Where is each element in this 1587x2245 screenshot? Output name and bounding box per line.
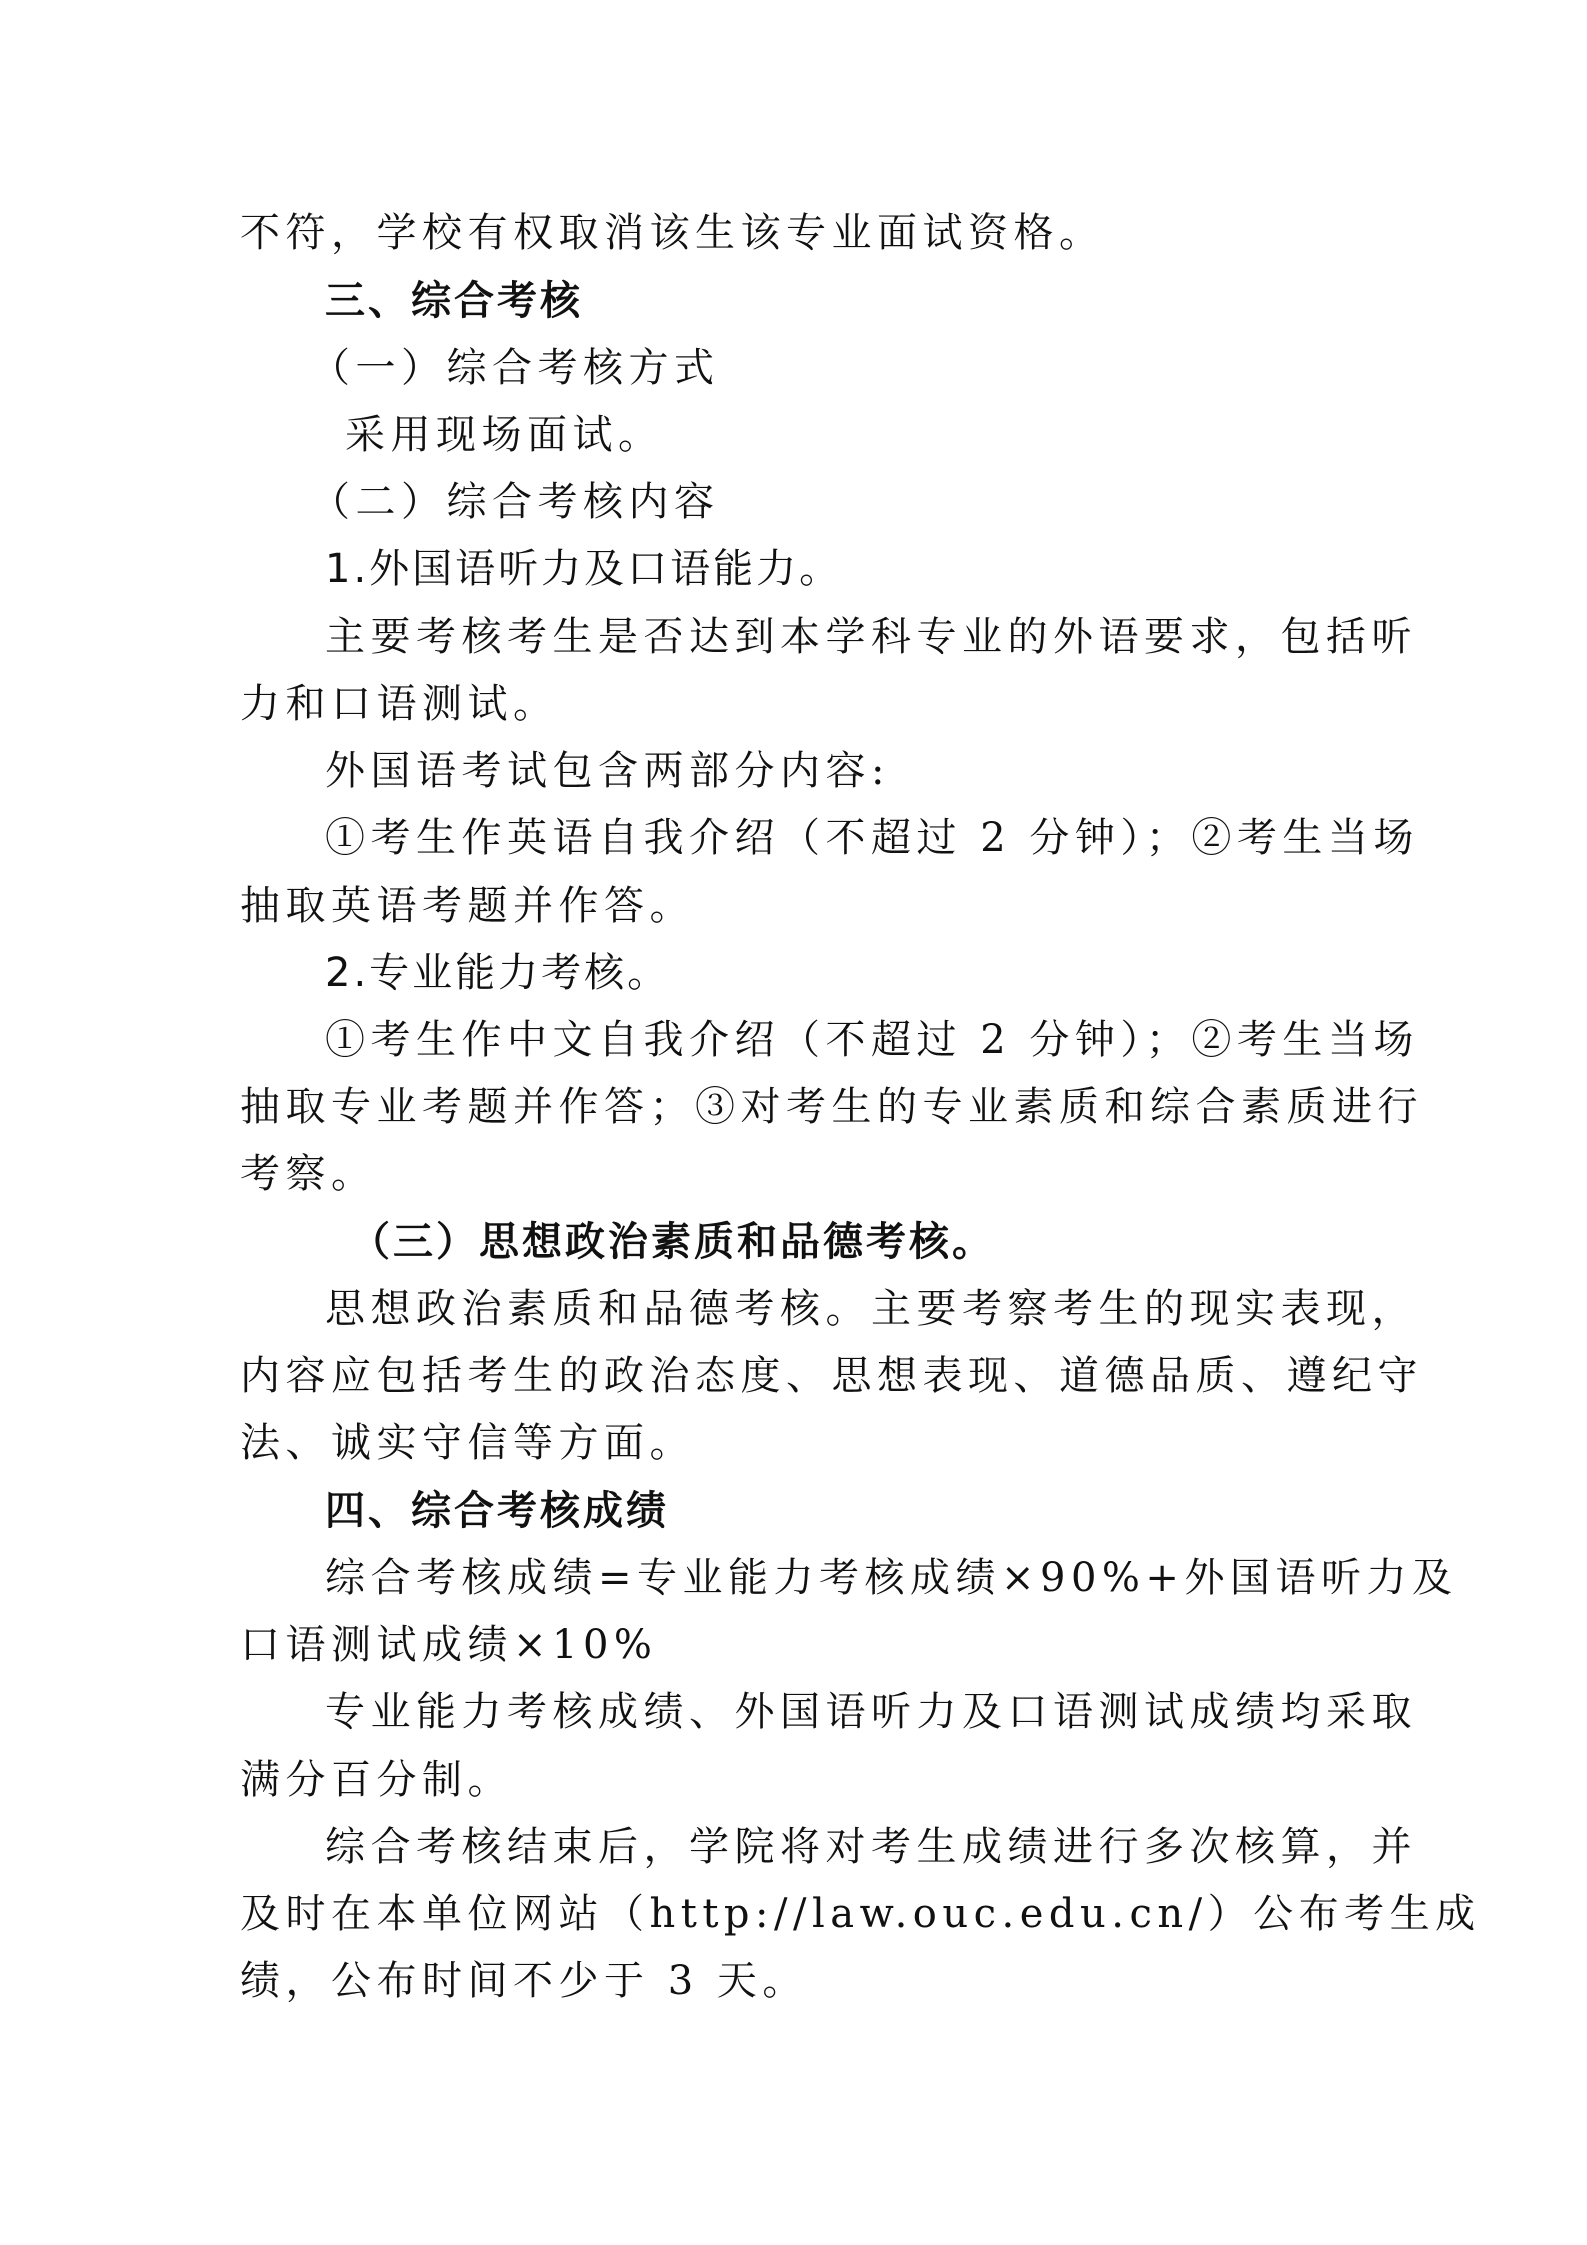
- paragraph-line: 外国语考试包含两部分内容:: [325, 748, 890, 794]
- paragraph-line: 思想政治素质和品德考核。主要考察考生的现实表现，: [325, 1286, 1417, 1332]
- list-item-heading: 1.外国语听力及口语能力。: [325, 546, 843, 592]
- paragraph-line: ①考生作英语自我介绍（不超过 2 分钟）；②考生当场: [325, 815, 1419, 861]
- paragraph-line: 综合考核成绩=专业能力考核成绩×90%+外国语听力及: [325, 1555, 1458, 1601]
- paragraph-line: 考察。: [240, 1151, 377, 1197]
- subsection-heading: （一）综合考核方式: [310, 345, 720, 391]
- list-item-heading: 2.专业能力考核。: [325, 950, 671, 996]
- paragraph-line: 综合考核结束后，学院将对考生成绩进行多次核算，并: [325, 1824, 1417, 1870]
- paragraph-line: 主要考核考生是否达到本学科专业的外语要求，包括听: [325, 614, 1417, 660]
- paragraph-line: ①考生作中文自我介绍（不超过 2 分钟）；②考生当场: [325, 1017, 1419, 1063]
- paragraph-line: 专业能力考核成绩、外国语听力及口语测试成绩均采取: [325, 1689, 1417, 1735]
- section-heading-4: 四、综合考核成绩: [325, 1488, 669, 1534]
- paragraph-line: 力和口语测试。: [240, 681, 559, 727]
- paragraph-line: 不符，学校有权取消该生该专业面试资格。: [240, 210, 1105, 256]
- paragraph-line: 法、诚实守信等方面。: [240, 1420, 695, 1466]
- paragraph-line: 及时在本单位网站（http://law.ouc.edu.cn/）公布考生成: [240, 1891, 1481, 1937]
- subsection-heading: （三）思想政治素质和品德考核。: [350, 1219, 995, 1265]
- paragraph-line: 满分百分制。: [240, 1757, 513, 1803]
- paragraph-line: 绩，公布时间不少于 3 天。: [240, 1958, 808, 2004]
- paragraph-line: 采用现场面试。: [345, 412, 664, 458]
- paragraph-line: 口语测试成绩×10%: [240, 1622, 658, 1668]
- paragraph-line: 抽取英语考题并作答。: [240, 883, 695, 929]
- paragraph-line: 抽取专业考题并作答；③对考生的专业素质和综合素质进行: [240, 1084, 1423, 1130]
- subsection-heading: （二）综合考核内容: [310, 479, 720, 525]
- section-heading-3: 三、综合考核: [325, 278, 583, 324]
- paragraph-line: 内容应包括考生的政治态度、思想表现、道德品质、遵纪守: [240, 1353, 1423, 1399]
